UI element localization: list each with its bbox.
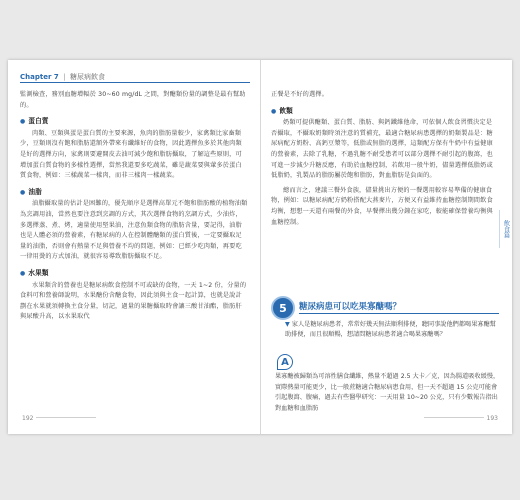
chapter-subtitle: 糖尿病飲食 xyxy=(69,73,105,81)
page-number-rule xyxy=(36,417,96,418)
section-text-protein: 肉類、豆類與蛋是蛋白質的主要來源，魚肉的脂肪量較少，家禽類比家畜類少，豆類則沒有飽和脂肪還額外帶來有纖維好的食物，因此選擇魚多於其他肉類是好的選擇方向，家禽則要避開皮去油可減少飽和脂肪攝取，了解這些原則，可增加蛋白質食物的多樣性選擇，當然我還要多吃蔬菜，雖是蔬菜要與葷多於蛋白質食物，例如：三樣蔬菜一樣肉，而非三樣肉一樣蔬菜。 xyxy=(20,129,242,180)
page-number-right: 193 xyxy=(486,415,498,422)
book-spread xyxy=(8,60,512,434)
intro-paragraph: 監測檢查，務別血糖增幅於 30~60 mg/dL 之間，對醣類份量的調整是最有幫助的。 xyxy=(20,91,246,109)
right-body xyxy=(271,90,493,228)
question-number-badge: 5 xyxy=(271,296,295,320)
answer-badge: A xyxy=(277,354,293,370)
section-title-protein: ● 蛋白質 xyxy=(20,116,248,128)
section-title-fruit: ● 水果類 xyxy=(20,268,248,280)
answer-text: 果寡醣被歸類為可溶性膳食纖維，熱量不超過 2.5 大卡／克，因為腸道吸收緩慢，實際熱量可能更少，比一般蔗糖適合糖尿病患食用，但一天不超過 15 公克可能會引起腹瀉、腹痛，過去有些醫學研究：一天用量 10~20 公克，只有少數報告指出對血糖和血脂肪 xyxy=(275,373,500,412)
chapter-label: Chapter 7 xyxy=(20,73,59,81)
chapter-header xyxy=(20,72,105,82)
question-title: 糖尿病患可以吃果寡醣嗎？ xyxy=(299,302,402,312)
side-tab-diet: 飲食篇 xyxy=(499,210,512,248)
summary-paragraph: 總而言之，建議三餐外食族，儘量挑出方便的一餐選用較容易準備的健康食物，例如：以糖尿病配方奶粉搭配大燕麥片，方便又有益維持血糖控制期間飲食均衡，想想一天還有兩餐的外食，早餐擇出幾分鐘在家吃，較能確保營養均衡與血糖控制。 xyxy=(271,186,493,226)
section-title-dairy: ● 飲類 xyxy=(271,106,493,118)
section-text-fat: 油脂攝取量的估計是困難的，優先順序是選擇高單元不飽和脂肪酸的植物油類為烹調用油，當然也要注意到烹調的方式，其次選擇食物的烹調方式，少油炸，多選擇蒸、煮、烤，適量使用堅果油，注意魚類食物的脂肪含量，要記得，油脂也是人體必須的營養素，有糖尿病的人在控制體醣類的蛋白質後，一定要攝取足量的油脂，否則會有熱量不足與營養不均的問題，例如：已經少吃肉類，再要吃一律用燙的方式加油，就很容易導致脂肪攝取不足。 xyxy=(20,200,248,261)
right-intro: 正餐是不好的選擇。 xyxy=(271,91,329,98)
left-body xyxy=(20,90,248,323)
right-page xyxy=(261,60,512,434)
chapter-separator: | xyxy=(63,73,66,81)
page-number-rule-right xyxy=(424,417,484,418)
section-text-fruit: 水果類含的營養也是糖尿病飲食控制不可或缺的食物，一天 1~2 份，分量的食料可和營養師說明，水果醣份含醣食物，因此須與主食一起計算，也就是說計劃在水果就須轉換主食分量，切記，過量的果糖攝取時會讓三酸甘油酯，脂肪肝與尿酸升高，以水果取代 xyxy=(20,281,247,321)
left-page xyxy=(8,60,260,434)
header-rule xyxy=(20,82,250,83)
question-detail xyxy=(285,320,501,340)
page-number-left: 192 xyxy=(22,415,34,422)
section-text-dairy: 奶類可提供醣類、蛋白質、脂肪、與鈣鐵維他命，可依個人飲食習慣決定是否攝取，不攝取奶類時須注意的質補充，最適合糖尿病患選擇的奶類製品是：糖尿病配方奶粉、高鈣豆漿等，低脂或無脂的選擇，這類配方保有牛奶中有益健康的營養素，去除了乳糖，不過乳糖不耐受患者可以部分選擇不耐引起的腹瀉，也可進一步減少升糖反應，有助於血糖控制，若飲用一般牛奶，儘量選擇低脂奶或低脂奶，乳製品的脂肪屬於飽和脂肪，對血脂肪是負面的。 xyxy=(271,119,493,180)
question-detail-text: 家人是糖尿病患者，常常好幾天無法順利排便，聽同事說他們都喝果寡醣幫助排便，而且很順暢，想請問糖尿病患者適合喝果寡醣嗎？ xyxy=(285,321,496,338)
section-title-fat: ● 油脂 xyxy=(20,187,248,199)
question-bullet-icon: ▼ xyxy=(285,321,290,328)
question-title-rule xyxy=(299,313,499,314)
